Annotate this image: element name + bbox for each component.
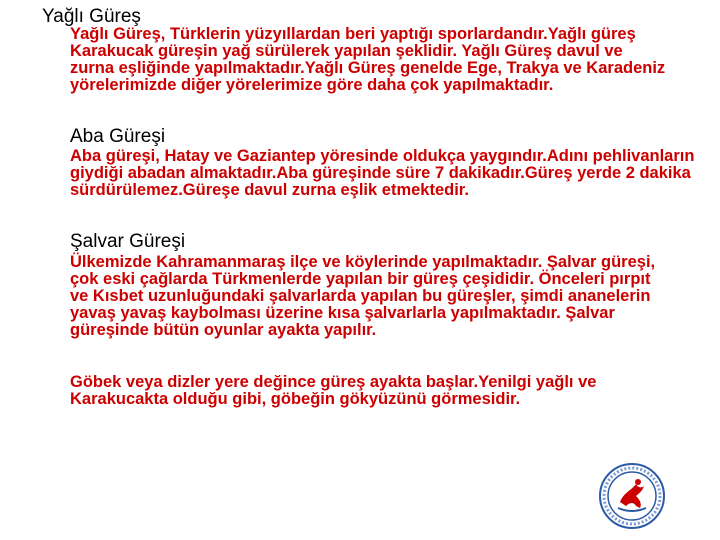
university-emblem-icon [598,462,666,530]
section-text-aba-guresi: Aba güreşi, Hatay ve Gaziantep yöresinde oldukça yaygındır.Adını pehlivanların giydiği abadan almaktadır.Aba güreşinde süre 7 dakikadır.Güreş yerde 2 dakika sürdürülemez.Güreşe davul zurna eşlik etmektedir. [70,147,695,199]
section-text-yagli-gures: Yağlı Güreş, Türklerin yüzyıllardan beri yaptığı sporlardandır.Yağlı güreş Karakucak güreşin yağ sürülerek yapılan şeklidir. Yağlı Güreş davul ve zurna eşliğinde yapılmaktadır.Yağlı Güreş genelde Ege, Trakya ve Karadeniz yörelerimizde diğer yörelerimize göre daha çok yapılmaktadır. [70,25,666,94]
section-heading-salvar-guresi: Şalvar Güreşi [70,231,186,252]
section-heading-aba-guresi: Aba Güreşi [70,126,166,147]
section-heading-yagli-gures: Yağlı Güreş [42,6,141,27]
section-text-salvar-guresi-2: Göbek veya dizler yere değince güreş ayakta başlar.Yenilgi yağlı ve Karakucakta olduğu gibi, göbeğin gökyüzünü görmesidir. [70,373,597,408]
section-text-salvar-guresi: Ülkemizde Kahramanmaraş ilçe ve köylerinde yapılmaktadır. Şalvar güreşi, çok eski çağlarda Türkmenlerde yapılan bir güreş çeşididir. Önceleri pırpıt ve Kısbet uzunluğundaki şalvarlarda yapılan bu güreşler, şimdi ananelerin yavaş yavaş kaybolması üzerine kısa şalvarlarla yapılmaktadır. Şalvar güreşinde bütün oyunlar ayakta yapılır. [70,253,656,339]
